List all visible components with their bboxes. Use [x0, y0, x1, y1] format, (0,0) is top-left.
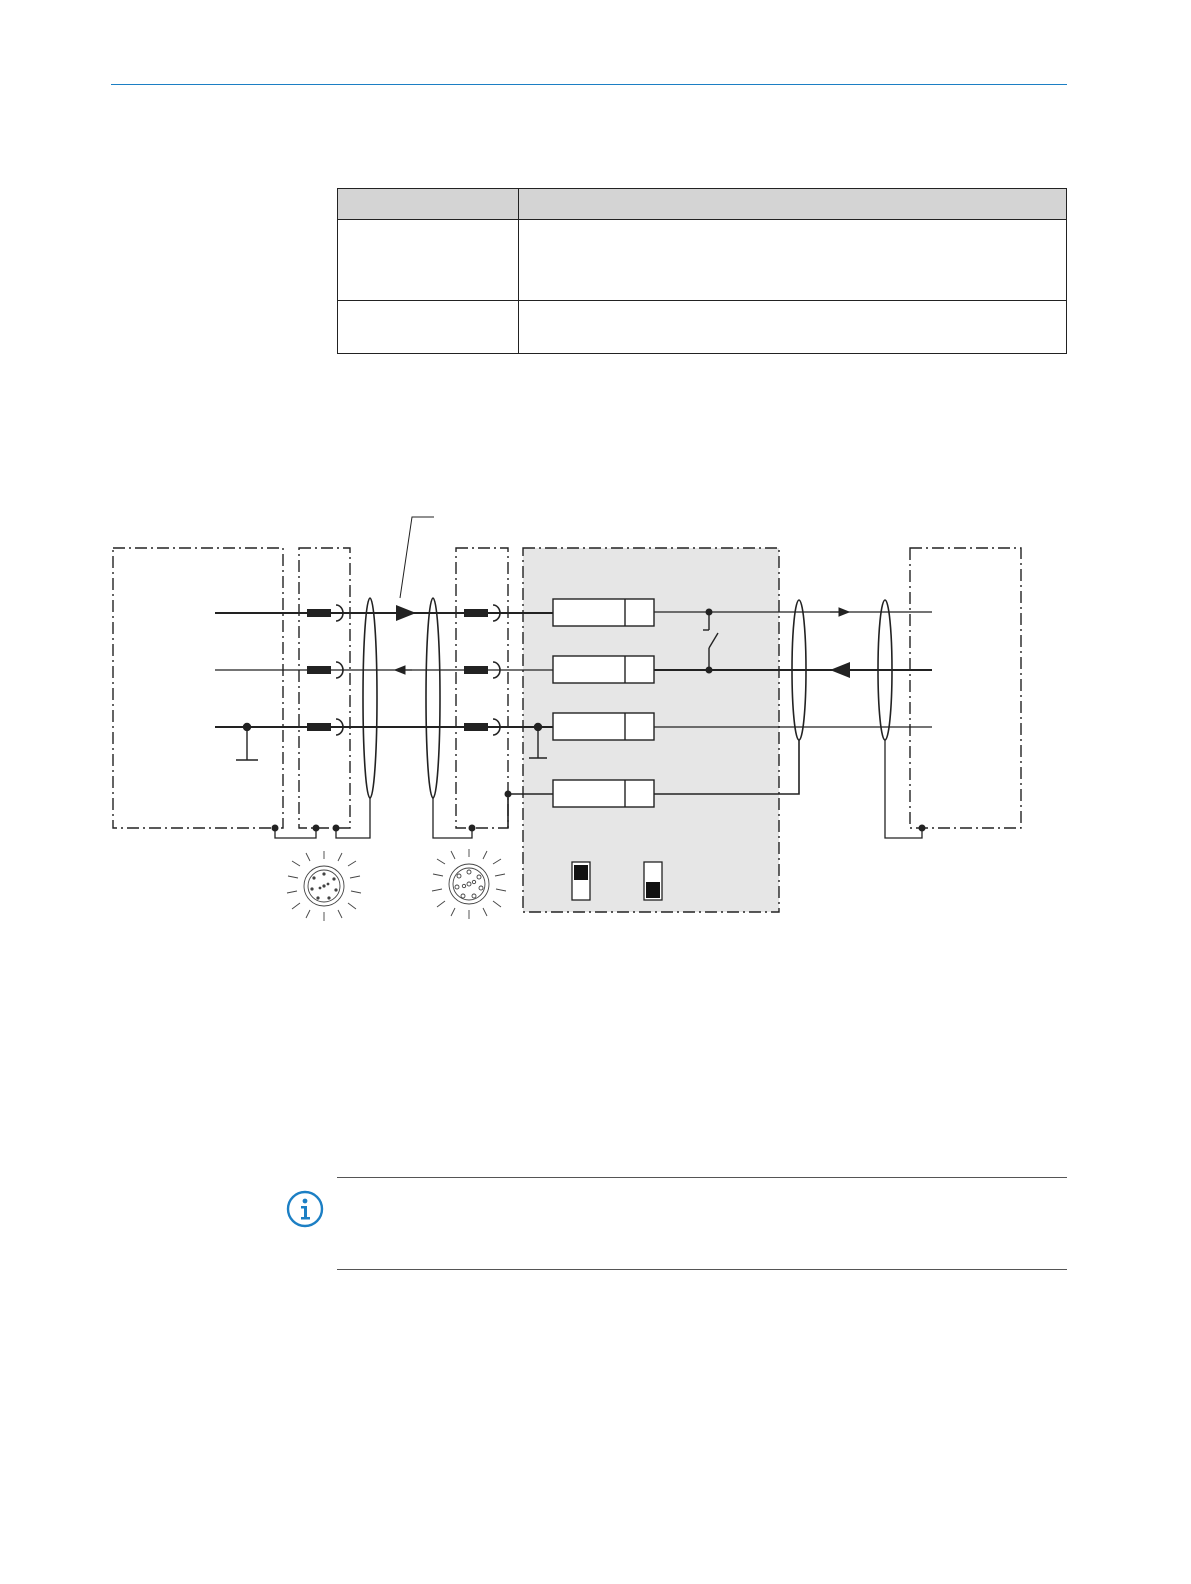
junction-dot [272, 825, 279, 832]
shield-drain [336, 798, 370, 838]
table-header-cell [338, 189, 519, 220]
junction-dot [706, 609, 713, 616]
connector-socket-icon [432, 849, 506, 919]
table-row [338, 301, 1067, 354]
info-icon [286, 1190, 324, 1228]
cable-shield [363, 598, 377, 798]
junction-dot [469, 825, 476, 832]
pin-block [307, 666, 331, 674]
pin-block [307, 609, 331, 617]
device-enclosure [910, 548, 1021, 828]
pin-block [464, 609, 488, 617]
table-header-row [338, 189, 1067, 220]
header-rule [111, 84, 1067, 85]
pin-block [464, 666, 488, 674]
table-cell [338, 301, 519, 354]
terminal-block [553, 599, 654, 626]
junction-dot [919, 825, 926, 832]
table-cell [338, 220, 519, 301]
terminal-block [553, 713, 654, 740]
junction-dot [505, 791, 512, 798]
controller-enclosure [113, 548, 283, 828]
terminal-block [553, 780, 654, 807]
junction-dot [313, 825, 320, 832]
dip-switch-icon [572, 862, 590, 900]
note-top-rule [337, 1177, 1067, 1178]
junction-dot [706, 667, 713, 674]
cable-shield [426, 598, 440, 798]
shield-drain [885, 740, 922, 838]
module-connector-enclosure [456, 548, 508, 828]
pin-block [307, 723, 331, 731]
wiring-diagram [100, 505, 1040, 925]
pin-block [464, 723, 488, 731]
spec-table [337, 188, 1067, 354]
table-row [338, 220, 1067, 301]
connector-plug-icon [287, 851, 361, 921]
left-connector-enclosure [299, 548, 350, 828]
junction-dot [333, 825, 340, 832]
table-cell [519, 301, 1067, 354]
terminal-block [553, 656, 654, 683]
shield-drain [433, 798, 472, 838]
pointer-line [400, 517, 434, 598]
ground-bus [275, 828, 316, 838]
table-header-cell [519, 189, 1067, 220]
dip-switch-icon [644, 862, 662, 900]
table-cell [519, 220, 1067, 301]
note-bottom-rule [337, 1269, 1067, 1270]
